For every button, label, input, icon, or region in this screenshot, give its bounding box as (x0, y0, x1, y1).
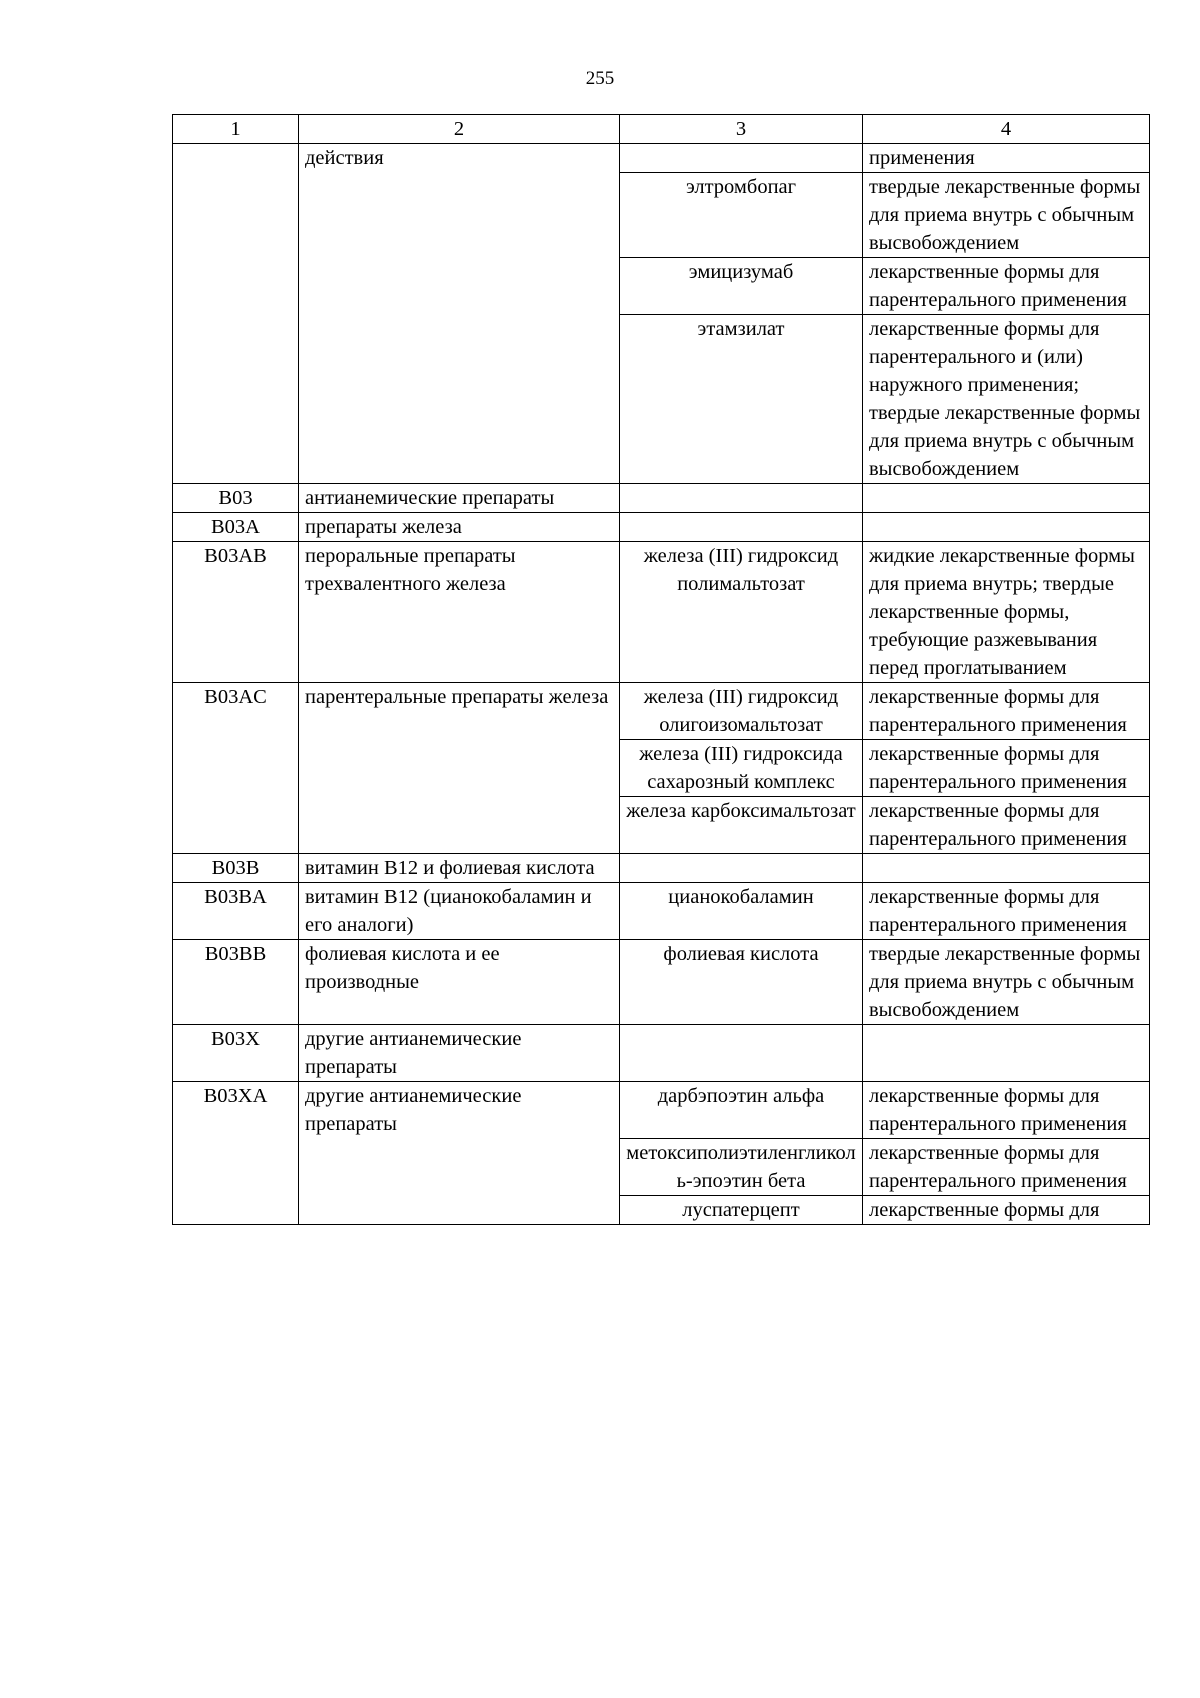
drug-name (620, 484, 863, 513)
group-name: другие антианемические препараты (299, 1082, 620, 1225)
dosage-form: лекарственные формы для (863, 1196, 1150, 1225)
table-row (173, 883, 1150, 940)
group-name: витамин B12 и фолиевая кислота (299, 854, 620, 883)
table-row (173, 683, 1150, 740)
drug-name: элтромбопаг (620, 173, 863, 258)
dosage-form: применения (863, 144, 1150, 173)
group-name: витамин B12 (цианокобаламин и его аналоги) (299, 883, 620, 940)
dosage-form: лекарственные формы для парентерального применения (863, 740, 1150, 797)
dosage-form: лекарственные формы для парентерального применения (863, 258, 1150, 315)
group-name: пероральные препараты трехвалентного железа (299, 542, 620, 683)
dosage-form: лекарственные формы для парентерального применения (863, 1139, 1150, 1196)
dosage-form (863, 854, 1150, 883)
group-name: препараты железа (299, 513, 620, 542)
drug-table (172, 114, 1150, 1225)
drug-name: метоксиполиэтиленгликоль-эпоэтин бета (620, 1139, 863, 1196)
dosage-form: лекарственные формы для парентерального применения (863, 797, 1150, 854)
table-row (173, 542, 1150, 683)
header-cell: 3 (620, 115, 863, 144)
drug-name: железа (III) гидроксида сахарозный комплекс (620, 740, 863, 797)
atc-code (173, 144, 299, 484)
drug-name (620, 1025, 863, 1082)
table-row (173, 854, 1150, 883)
table-row (173, 1082, 1150, 1139)
group-name: парентеральные препараты железа (299, 683, 620, 854)
table-row (173, 484, 1150, 513)
atc-code: B03AC (173, 683, 299, 854)
table-row (173, 513, 1150, 542)
atc-code: B03A (173, 513, 299, 542)
group-name: другие антианемические препараты (299, 1025, 620, 1082)
drug-name: эмицизумаб (620, 258, 863, 315)
drug-name: этамзилат (620, 315, 863, 484)
drug-name: цианокобаламин (620, 883, 863, 940)
header-cell: 2 (299, 115, 620, 144)
atc-code: B03 (173, 484, 299, 513)
dosage-form: лекарственные формы для парентерального и (или) наружного применения; твердые лекарственные формы для приема внутрь с обычным высвобождением (863, 315, 1150, 484)
dosage-form: лекарственные формы для парентерального применения (863, 683, 1150, 740)
dosage-form: твердые лекарственные формы для приема внутрь с обычным высвобождением (863, 940, 1150, 1025)
dosage-form (863, 484, 1150, 513)
atc-code: B03BB (173, 940, 299, 1025)
dosage-form: жидкие лекарственные формы для приема внутрь; твердые лекарственные формы, требующие разжевывания перед проглатыванием (863, 542, 1150, 683)
group-name: антианемические препараты (299, 484, 620, 513)
page-number: 255 (585, 68, 615, 89)
drug-name: железа (III) гидроксид полимальтозат (620, 542, 863, 683)
dosage-form (863, 1025, 1150, 1082)
drug-name: железа карбоксимальтозат (620, 797, 863, 854)
atc-code: B03XA (173, 1082, 299, 1225)
table-row (173, 940, 1150, 1025)
atc-code: B03X (173, 1025, 299, 1082)
header-cell: 4 (863, 115, 1150, 144)
dosage-form: лекарственные формы для парентерального применения (863, 1082, 1150, 1139)
atc-code: B03AB (173, 542, 299, 683)
table-row (173, 1025, 1150, 1082)
atc-code: B03BA (173, 883, 299, 940)
table-header-row (173, 115, 1150, 144)
group-name: действия (299, 144, 620, 484)
drug-name (620, 854, 863, 883)
drug-name (620, 144, 863, 173)
drug-name (620, 513, 863, 542)
table-row (173, 144, 1150, 173)
drug-name: луспатерцепт (620, 1196, 863, 1225)
header-cell: 1 (173, 115, 299, 144)
drug-name: дарбэпоэтин альфа (620, 1082, 863, 1139)
drug-name: железа (III) гидроксид олигоизомальтозат (620, 683, 863, 740)
dosage-form (863, 513, 1150, 542)
atc-code: B03B (173, 854, 299, 883)
drug-name: фолиевая кислота (620, 940, 863, 1025)
dosage-form: лекарственные формы для парентерального применения (863, 883, 1150, 940)
dosage-form: твердые лекарственные формы для приема внутрь с обычным высвобождением (863, 173, 1150, 258)
group-name: фолиевая кислота и ее производные (299, 940, 620, 1025)
